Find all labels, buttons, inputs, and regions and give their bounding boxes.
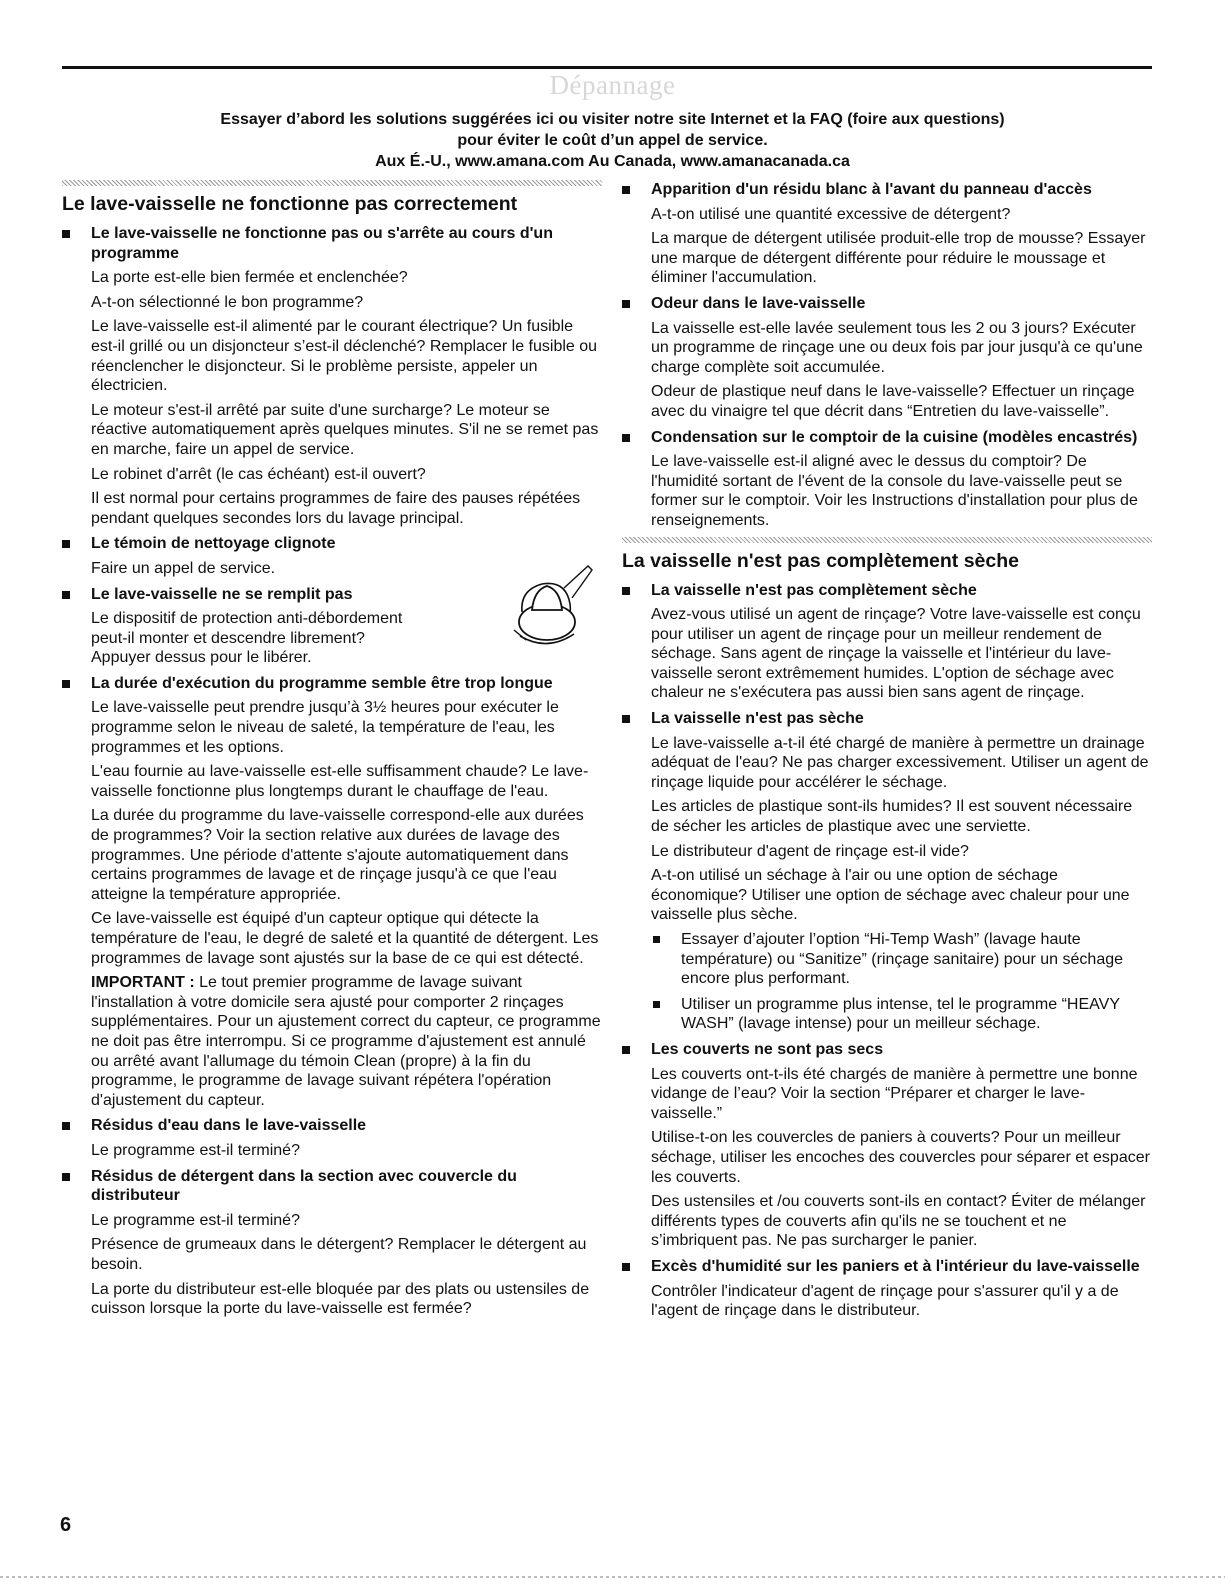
item-text: Des ustensiles et /ou couverts sont-ils en contact? Éviter de mélanger différents types de couverts afin qu'ils ne se touchent et ne s’imbriquent pas. Ne pas surcharger le panier. [651,1193,1146,1250]
top-rule [62,66,1152,69]
important-text: Le tout premier programme de lavage suivant l'installation à votre domicile sera ajusté pour comporter 2 rinçages supplémentaires. Pour un ajustement correct du capteur, ce programme ne doit pas être interrompu. Si ce programme d'ajustement est annulé ou arrêté avant l'allumage du témoin Clean (propre) à la fin du programme, le programme de lavage suivant répétera l'opération d'ajustement du capteur. [91,974,601,1109]
item-title: La durée d'exécution du programme semble être trop longue [91,674,553,692]
item-text: Le robinet d'arrêt (le cas échéant) est-il ouvert? [91,465,426,483]
item-text: Utilise-t-on les couvercles de paniers à couverts? Pour un meilleur séchage, utiliser les encoches des couvercles pour séparer et espacer les couverts. [651,1129,1150,1186]
item-title: Apparition d'un résidu blanc à l'avant du panneau d'accès [651,181,1092,198]
item-text: Présence de grumeaux dans le détergent? Remplacer le détergent au besoin. [91,1236,587,1273]
section-heading: La vaisselle n'est pas complètement sèche [622,549,1019,572]
sub-item [651,930,1152,989]
trouble-item [622,428,1152,531]
item-text: Odeur de plastique neuf dans le lave-vaisselle? Effectuer un rinçage avec du vinaigre tel que décrit dans “Entretien du lave-vaisselle”. [651,383,1135,420]
important-label: IMPORTANT : [91,974,195,992]
square-bullet-icon [62,1173,70,1181]
section-divider [62,180,602,186]
trouble-item [62,674,602,1110]
intro-line: Essayer d’abord les solutions suggérées ici ou visiter notre site Internet et la FAQ (foire aux questions) [220,111,1005,128]
item-text: Le lave-vaisselle peut prendre jusqu’à 3½ heures pour exécuter le programme selon le niveau de saleté, la température de l'eau, les programmes et les options. [91,699,559,756]
item-title: Le lave-vaisselle ne se remplit pas [91,585,353,603]
intro-links: Aux É.-U., www.amana.com Au Canada, www.amanacanada.ca [375,153,850,170]
item-title: Le témoin de nettoyage clignote [91,535,336,553]
item-text: Le programme est-il terminé? [91,1141,300,1159]
item-text: Le lave-vaisselle est-il aligné avec le dessus du comptoir? De l'humidité sortant de l'évent de la console du lave-vaisselle peut se former sur le comptoir. Voir les Instructions d'installation pour plus de renseignements. [651,453,1138,529]
square-bullet-icon [622,434,630,442]
item-text: Avez-vous utilisé un agent de rinçage? Votre lave-vaisselle est conçu pour utiliser un agent de rinçage pour un meilleur rendement de séchage. Sans agent de rinçage la vaisselle et l'intérieur du lave-vaisselle seront extrêmement humides. L'option de séchage avec chaleur ne s'exécutera pas aussi bien sans agent de rinçage. [651,606,1141,702]
item-text: La porte est-elle bien fermée et enclenchée? [91,269,408,287]
sub-item-text: Utiliser un programme plus intense, tel le programme “HEAVY WASH” (lavage intense) pour un meilleur séchage. [681,995,1120,1033]
trouble-item [622,1257,1152,1321]
item-text: Contrôler l'indicateur d'agent de rinçage pour s'assurer qu'il y a de l'agent de rinçage dans le distributeur. [651,1282,1119,1320]
item-text: A-t-on utilisé une quantité excessive de détergent? [651,205,1011,223]
item-text: Le programme est-il terminé? [91,1211,300,1229]
bottom-edge [0,1576,1225,1578]
item-title: Résidus de détergent dans la section avec couvercle du distributeur [91,1167,517,1205]
square-bullet-icon [62,540,70,548]
item-text: Le lave-vaisselle a-t-il été chargé de manière à permettre un drainage adéquat de l'eau? Ne pas charger excessivement. Utiliser un agent de rinçage liquide pour accélérer le séchage. [651,734,1149,791]
item-text: La durée du programme du lave-vaisselle correspond-elle aux durées de programmes? Voir la section relative aux durées de lavage des programmes. Une période d'attente s'ajoute automatiquement dans certains programmes de lavage et de rinçage jusqu'à ce que l'eau atteigne la température appropriée. [91,807,584,903]
item-text: Il est normal pour certains programmes de faire des pauses répétées pendant quelques secondes lors du lavage principal. [91,490,581,527]
square-bullet-icon [622,1263,630,1271]
item-text: Le distributeur d'agent de rinçage est-il vide? [651,842,969,860]
page-title: Dépannage [549,70,676,100]
item-text [91,973,602,1110]
intro-line: pour éviter le coût d’un appel de service. [457,132,768,149]
sub-item-text: Essayer d’ajouter l’option “Hi-Temp Wash” (lavage haute température) ou “Sanitize” (rinçage sanitaire) pour un séchage encore plus performant. [681,931,1124,988]
intro-block [100,109,1125,172]
trouble-item [62,1167,602,1319]
overflow-protector-illustration [492,560,602,660]
item-title: La vaisselle n'est pas complètement sèche [651,581,977,599]
sub-item [651,995,1152,1034]
square-bullet-icon [622,186,630,194]
right-column [622,180,1152,1327]
trouble-item [62,224,602,528]
item-text: L'eau fournie au lave-vaisselle est-elle suffisamment chaude? Le lave-vaisselle fonctionne plus longtemps durant le chauffage de l'eau. [91,763,589,800]
item-text: Ce lave-vaisselle est équipé d'un capteur optique qui détecte la température de l'eau, le degré de saleté et la quantité de détergent. Les programmes de lavage sont ajustés sur la base de ce qui est détecté. [91,910,599,967]
item-text: Les couverts ont-t-ils été chargés de manière à permettre une bonne vidange de l’eau? Voir la section “Préparer et charger le lave-vaisselle.” [651,1065,1138,1122]
square-bullet-icon [622,300,630,308]
section-heading: Le lave-vaisselle ne fonctionne pas correctement [62,193,518,215]
trouble-item [622,581,1152,704]
item-text: Le dispositif de protection anti-débordement peut-il monter et descendre librement? Appuyer dessus pour le libérer. [91,610,403,667]
square-bullet-icon [62,230,70,238]
item-text: Le lave-vaisselle est-il alimenté par le courant électrique? Un fusible est-il grillé ou un disjoncteur s’est-il déclenché? Remplacer le fusible ou réenclencher le disjoncteur. Si le problème persiste, appeler un électricien. [91,318,598,395]
item-title: Condensation sur le comptoir de la cuisine (modèles encastrés) [651,428,1138,446]
trouble-item [62,585,602,668]
item-title: Résidus d'eau dans le lave-vaisselle [91,1117,367,1135]
item-title: Excès d'humidité sur les paniers et à l'intérieur du lave-vaisselle [651,1257,1140,1275]
square-bullet-icon [622,587,630,595]
trouble-item [622,294,1152,422]
item-text: Les articles de plastique sont-ils humides? Il est souvent nécessaire de sécher les articles de plastique avec une serviette. [651,798,1133,836]
item-title: La vaisselle n'est pas sèche [651,710,864,728]
trouble-item [62,1116,602,1160]
item-text: Le moteur s'est-il arrêté par suite d'une surcharge? Le moteur se réactive automatiquement après quelques minutes. S'il ne se remet pas en marche, faire un appel de service. [91,401,599,458]
item-title: Odeur dans le lave-vaisselle [651,294,866,312]
left-column [62,180,602,1325]
item-text: La marque de détergent utilisée produit-elle trop de mousse? Essayer une marque de détergent différente pour réduire le moussage et éliminer l'accumulation. [651,230,1146,287]
trouble-item [622,1040,1152,1251]
page-number: 6 [60,1514,72,1536]
item-text: La vaisselle est-elle lavée seulement tous les 2 ou 3 jours? Exécuter un programme de rinçage une ou deux fois par jour jusqu'à ce qu'une charge complète soit accumulée. [651,319,1143,376]
square-bullet-icon [622,715,630,723]
square-bullet-icon [653,1001,660,1008]
square-bullet-icon [62,1122,70,1130]
trouble-item [622,180,1152,288]
square-bullet-icon [622,1046,630,1054]
item-text: A-t-on utilisé un séchage à l'air ou une option de séchage économique? Utiliser une option de séchage avec chaleur pour une vaisselle plus sèche. [651,867,1130,924]
item-text: La porte du distributeur est-elle bloquée par des plats ou ustensiles de cuisson lorsque la porte du lave-vaisselle est fermée? [91,1280,590,1318]
item-title: Les couverts ne sont pas secs [651,1040,884,1058]
item-text: Faire un appel de service. [91,559,276,577]
square-bullet-icon [653,936,660,943]
square-bullet-icon [62,591,70,599]
trouble-item [622,709,1152,1034]
item-title: Le lave-vaisselle ne fonctionne pas ou s'arrête au cours d'un programme [91,225,553,262]
square-bullet-icon [62,680,70,688]
item-text: A-t-on sélectionné le bon programme? [91,293,364,311]
section-divider [622,537,1152,543]
